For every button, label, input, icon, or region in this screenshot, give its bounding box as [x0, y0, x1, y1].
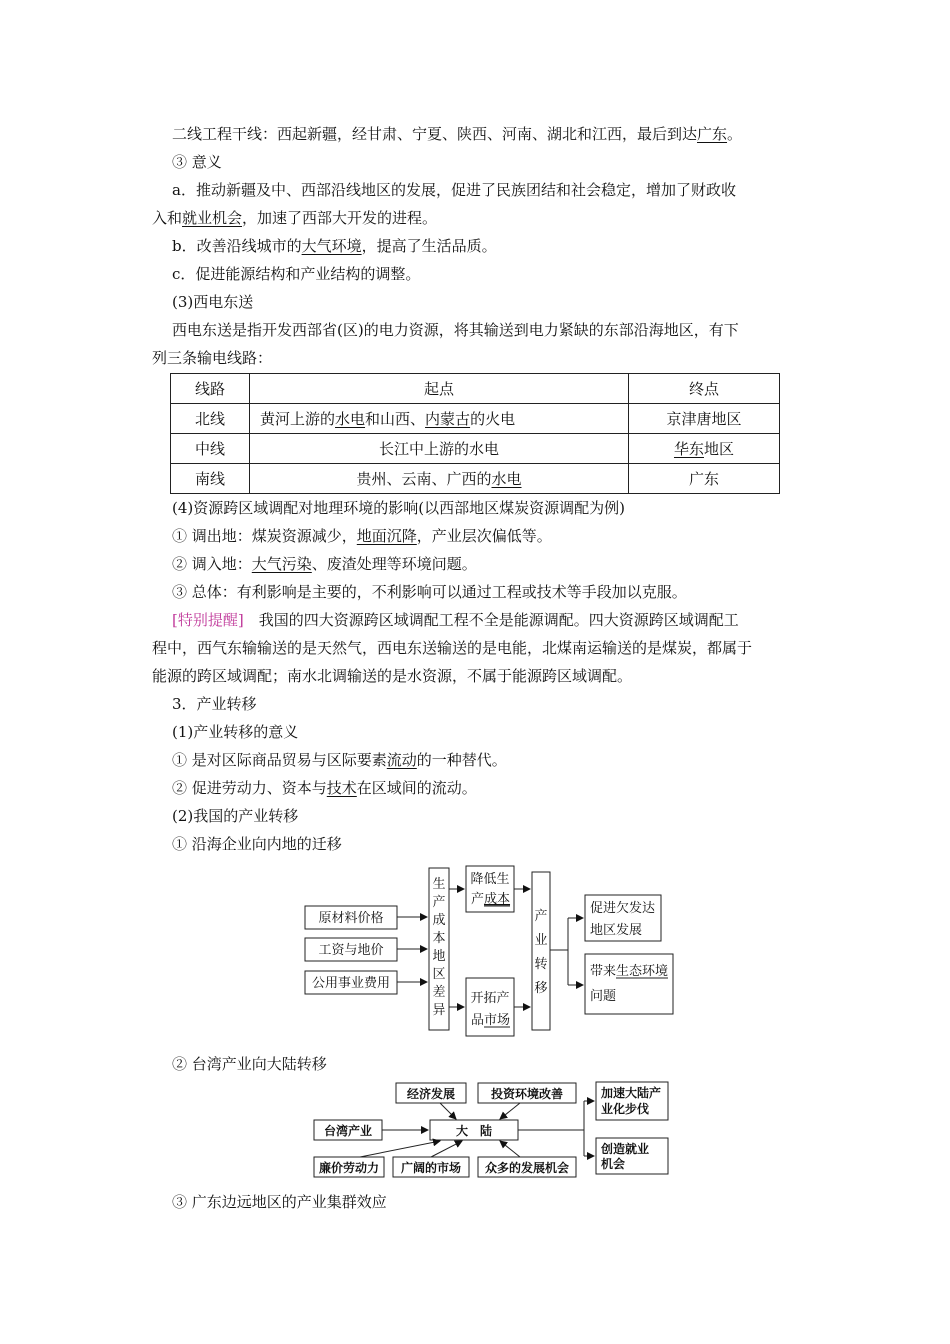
factor-box: [305, 906, 397, 929]
answer-blank: 市场: [484, 1013, 511, 1028]
table-cell-start: [250, 404, 629, 434]
diff-char: 差: [432, 985, 446, 1000]
diff-char: 生: [432, 877, 446, 892]
heading-significance: ③ 意义: [172, 153, 222, 171]
factor-label: 广阔的市场: [400, 1161, 462, 1175]
reduce-cost-label: [471, 891, 510, 907]
text-span: 。: [727, 125, 743, 143]
transfer-char: 产: [534, 909, 548, 924]
factor-label: 公用事业费用: [311, 976, 391, 991]
text-line-c: c．促进能源结构和产业结构的调整。: [172, 265, 421, 283]
text-line-power-2: 列三条输电线路：: [152, 349, 273, 367]
answer-blank: 地面沉降: [356, 527, 417, 545]
text-line-export: [172, 522, 812, 550]
outcome-label: [590, 963, 668, 979]
table-header-cell: 终点: [629, 374, 780, 404]
transfer-char: 转: [534, 957, 548, 972]
reminder-tag: [特别提醒]: [172, 611, 244, 629]
factor-box: [305, 938, 397, 961]
factor-label: 众多的发展机会: [484, 1161, 570, 1175]
answer-blank: 技术: [326, 779, 357, 797]
outcome-box: [596, 1138, 668, 1174]
factor-label: 廉价劳动力: [318, 1161, 380, 1175]
outcome-box: [585, 895, 661, 941]
source-label: 台湾产业: [323, 1124, 373, 1138]
outcome-label: 促进欠发达: [590, 901, 656, 916]
open-market-label: 开拓产: [470, 991, 510, 1006]
answer-blank: 大气环境: [301, 237, 362, 255]
table-cell-route: 南线: [171, 464, 250, 494]
text-line-second-pipeline: [172, 120, 812, 148]
text-span: ① 是对区际商品贸易与区际要素: [172, 751, 387, 769]
text-span: ，产业层次偏低等。: [416, 527, 552, 545]
factor-box-bottom: [478, 1157, 576, 1177]
factor-label: 经济发展: [406, 1087, 456, 1101]
reminder-line-2: 程中，西气东输输送的是天然气，西电东送输送的是电能，北煤南运输送的是煤炭，都属于: [152, 639, 753, 657]
text-span: 黄河上游的: [260, 410, 336, 428]
text-span: 贵州、云南、广西的: [356, 470, 492, 488]
text-span: ，加速了西部大开发的进程。: [242, 209, 438, 227]
answer-blank: 华东: [673, 440, 704, 458]
outcome-label: 问题: [590, 989, 617, 1004]
text-span: 地区: [704, 440, 735, 458]
text-line-overall: ③ 总体：有利影响是主要的，不利影响可以通过工程或技术等手段加以克服。: [172, 583, 687, 601]
open-market-box: [466, 978, 514, 1036]
outcome-label: 地区发展: [590, 923, 643, 938]
diff-char: 本: [432, 931, 446, 946]
text-line-power-1: 西电东送是指开发西部省(区)的电力资源，将其输送到电力紧缺的东部沿海地区，有下: [172, 321, 739, 339]
transfer-box: [532, 872, 550, 1030]
text-line-import: [172, 550, 812, 578]
outcome-label: 加速大陆产: [601, 1086, 662, 1100]
answer-blank: 就业机会: [182, 209, 243, 227]
text-line-taiwan: ② 台湾产业向大陆转移: [172, 1055, 327, 1073]
table-row: [171, 434, 780, 464]
answer-blank: 广东: [697, 125, 728, 143]
text-span: 品: [471, 1013, 485, 1028]
reminder-line-3: 能源的跨区域调配；南水北调输送的是水资源，不属于能源跨区域调配。: [152, 667, 633, 685]
center-label: 大 陆: [455, 1124, 493, 1138]
factor-box-bottom: [393, 1157, 469, 1177]
answer-blank: 水电: [335, 410, 366, 428]
text-span: 二线工程干线：西起新疆，经甘肃、宁夏、陕西、河南、湖北和江西，最后到达: [172, 125, 698, 143]
text-span: 的火电: [470, 410, 516, 428]
answer-blank: 大气污染: [251, 555, 312, 573]
outcome-label: 机会: [601, 1157, 626, 1171]
text-span: 的一种替代。: [416, 751, 507, 769]
text-line-coastal: ① 沿海企业向内地的迁移: [172, 835, 342, 853]
table-header-cell: 起点: [250, 374, 629, 404]
answer-blank: 生态环境: [616, 964, 669, 979]
answer-blank: 内蒙古: [425, 410, 471, 428]
text-span: b．改善沿线城市的: [172, 237, 302, 255]
text-span: 入和: [152, 209, 183, 227]
diff-char: 产: [432, 895, 446, 910]
answer-blank: 水电: [491, 470, 522, 488]
diff-box: [429, 868, 449, 1030]
answer-blank: 流动: [386, 751, 417, 769]
text-span: 在区域间的流动。: [356, 779, 477, 797]
text-line-a1: a．推动新疆及中、西部沿线地区的发展，促进了民族团结和社会稳定，增加了财政收: [172, 181, 736, 199]
factor-box-top: [396, 1083, 466, 1103]
heading-west-east-power: (3)西电东送: [172, 293, 254, 311]
transfer-char: 移: [534, 981, 548, 996]
table-header-cell: 线路: [171, 374, 250, 404]
power-lines-table: [170, 373, 780, 494]
factor-box-bottom: [314, 1157, 384, 1177]
table-cell-route: 北线: [171, 404, 250, 434]
text-span: 带来: [590, 964, 617, 979]
table-header-row: [171, 374, 780, 404]
outcome-box: [585, 954, 673, 1014]
open-market-label: [471, 1012, 510, 1028]
factor-label: 投资环境改善: [490, 1087, 564, 1101]
table-cell-start: 长江中上游的水电: [250, 434, 629, 464]
table-cell-route: 中线: [171, 434, 250, 464]
heading-industry-transfer: 3．产业转移: [172, 695, 257, 713]
text-line-b: [172, 232, 812, 260]
source-box: [314, 1120, 382, 1140]
center-box: [430, 1120, 518, 1140]
reminder-line-1: [172, 606, 812, 634]
diff-char: 区: [432, 967, 446, 982]
table-cell-start: [250, 464, 629, 494]
factor-label: 原材料价格: [318, 911, 384, 926]
factor-label: 工资与地价: [318, 943, 384, 958]
text-span: ，提高了生活品质。: [361, 237, 497, 255]
table-cell-end: [629, 434, 780, 464]
diff-char: 地: [432, 949, 446, 964]
diff-char: 异: [432, 1003, 446, 1018]
text-span: ① 调出地：煤炭资源减少，: [172, 527, 357, 545]
text-line-guangdong: ③ 广东边远地区的产业集群效应: [172, 1193, 387, 1211]
text-span: 我国的四大资源跨区域调配工程不全是能源调配。四大资源跨区域调配工: [243, 611, 739, 629]
reduce-cost-box: [466, 866, 514, 912]
text-line-meaning-2: [172, 774, 812, 802]
reduce-cost-label: 降低生: [470, 872, 510, 887]
text-line-a2: [152, 204, 792, 232]
table-row: [171, 404, 780, 434]
outcome-box: [596, 1082, 668, 1120]
text-span: 产: [471, 892, 485, 907]
table-row: [171, 464, 780, 494]
table-cell-end: 京津唐地区: [629, 404, 780, 434]
text-span: ② 调入地：: [172, 555, 252, 573]
answer-blank: 成本: [484, 892, 511, 907]
table-cell-end: 广东: [629, 464, 780, 494]
transfer-char: 业: [534, 933, 548, 948]
diff-char: 成: [432, 913, 446, 928]
text-span: 和山西、: [365, 410, 426, 428]
factor-box: [305, 971, 397, 994]
outcome-label: 业化步伐: [601, 1102, 650, 1116]
factor-box-top: [478, 1083, 576, 1103]
text-span: ② 促进劳动力、资本与: [172, 779, 327, 797]
text-span: 、废渣处理等环境问题。: [311, 555, 477, 573]
heading-impact: (4)资源跨区域调配对地理环境的影响(以西部地区煤炭资源调配为例): [172, 499, 625, 517]
heading-china-transfer: (2)我国的产业转移: [172, 807, 299, 825]
outcome-label: 创造就业: [601, 1142, 650, 1156]
text-line-meaning-1: [172, 746, 812, 774]
heading-meaning: (1)产业转移的意义: [172, 723, 299, 741]
